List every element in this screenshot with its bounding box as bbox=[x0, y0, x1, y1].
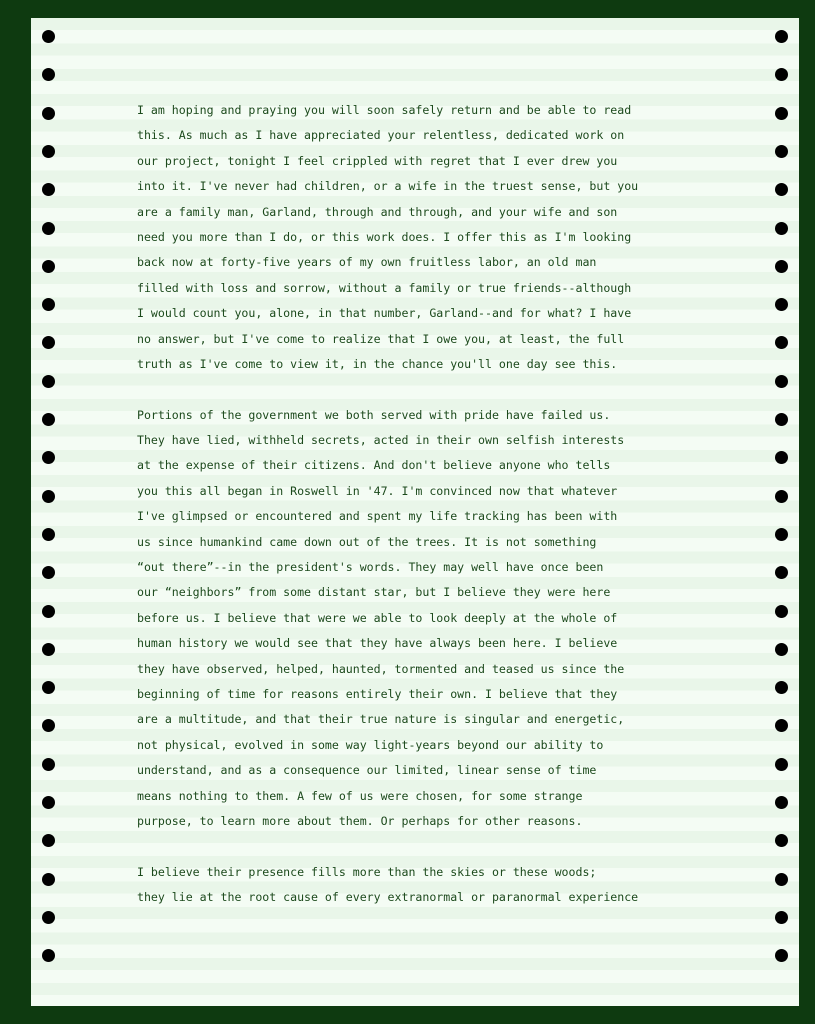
tractor-feed-hole bbox=[42, 758, 55, 771]
tractor-feed-hole bbox=[775, 107, 788, 120]
tractor-feed-hole bbox=[42, 949, 55, 962]
text-line: they have observed, helped, haunted, tormented and teased us since the bbox=[137, 661, 625, 676]
text-line: human history we would see that they have always been here. I believe bbox=[137, 636, 618, 651]
right-tractor-feed-strip bbox=[775, 18, 789, 1006]
tractor-feed-hole bbox=[775, 528, 788, 541]
tractor-feed-hole bbox=[42, 719, 55, 732]
tractor-feed-hole bbox=[42, 298, 55, 311]
tractor-feed-hole bbox=[775, 490, 788, 503]
tractor-feed-hole bbox=[775, 375, 788, 388]
tractor-feed-hole bbox=[42, 490, 55, 503]
text-line: not physical, evolved in some way light-years beyond our ability to bbox=[137, 737, 604, 752]
text-line: our “neighbors” from some distant star, but I believe they were here bbox=[137, 585, 611, 600]
tractor-feed-hole bbox=[775, 30, 788, 43]
text-line: us since humankind came down out of the trees. It is not something bbox=[137, 534, 597, 549]
text-line: means nothing to them. A few of us were chosen, for some strange bbox=[137, 788, 583, 803]
tractor-feed-hole bbox=[42, 413, 55, 426]
text-line: I would count you, alone, in that number, Garland--and for what? I have bbox=[137, 306, 632, 321]
tractor-feed-hole bbox=[42, 260, 55, 273]
text-line: our project, tonight I feel crippled with regret that I ever drew you bbox=[137, 153, 618, 168]
text-line: are a family man, Garland, through and through, and your wife and son bbox=[137, 204, 618, 219]
tractor-feed-hole bbox=[42, 605, 55, 618]
tractor-feed-hole bbox=[775, 681, 788, 694]
tractor-feed-hole bbox=[42, 681, 55, 694]
tractor-feed-hole bbox=[775, 834, 788, 847]
tractor-feed-hole bbox=[42, 834, 55, 847]
paragraph bbox=[137, 860, 737, 911]
tractor-feed-hole bbox=[775, 183, 788, 196]
text-line: at the expense of their citizens. And don't believe anyone who tells bbox=[137, 458, 611, 473]
tractor-feed-hole bbox=[775, 796, 788, 809]
text-line: no answer, but I've come to realize that I owe you, at least, the full bbox=[137, 331, 625, 346]
tractor-feed-hole bbox=[42, 873, 55, 886]
tractor-feed-hole bbox=[775, 605, 788, 618]
text-line: need you more than I do, or this work does. I offer this as I'm looking bbox=[137, 229, 632, 244]
tractor-feed-hole bbox=[775, 873, 788, 886]
tractor-feed-hole bbox=[775, 566, 788, 579]
paragraph bbox=[137, 403, 737, 835]
tractor-feed-hole bbox=[42, 222, 55, 235]
text-line: understand, and as a consequence our limited, linear sense of time bbox=[137, 763, 597, 778]
tractor-feed-hole bbox=[42, 451, 55, 464]
tractor-feed-hole bbox=[775, 949, 788, 962]
text-line: truth as I've come to view it, in the chance you'll one day see this. bbox=[137, 356, 618, 371]
tractor-feed-hole bbox=[42, 528, 55, 541]
tractor-feed-hole bbox=[775, 451, 788, 464]
text-line: I am hoping and praying you will soon safely return and be able to read bbox=[137, 103, 632, 117]
tractor-feed-hole bbox=[775, 413, 788, 426]
left-tractor-feed-strip bbox=[42, 18, 56, 1006]
tractor-feed-hole bbox=[775, 911, 788, 924]
tractor-feed-hole bbox=[42, 107, 55, 120]
printout-page bbox=[31, 18, 799, 1006]
tractor-feed-hole bbox=[775, 222, 788, 235]
paragraph bbox=[137, 98, 737, 377]
text-line: beginning of time for reasons entirely their own. I believe that they bbox=[137, 686, 618, 701]
tractor-feed-hole bbox=[42, 566, 55, 579]
tractor-feed-hole bbox=[42, 796, 55, 809]
text-line: They have lied, withheld secrets, acted in their own selfish interests bbox=[137, 433, 625, 448]
text-line: filled with loss and sorrow, without a family or true friends--although bbox=[137, 280, 632, 295]
text-line: you this all began in Roswell in '47. I'm convinced now that whatever bbox=[137, 483, 618, 498]
tractor-feed-hole bbox=[42, 145, 55, 158]
text-line: into it. I've never had children, or a wife in the truest sense, but you bbox=[137, 179, 639, 194]
tractor-feed-hole bbox=[775, 336, 788, 349]
text-line: I believe their presence fills more than the skies or these woods; bbox=[137, 864, 597, 879]
text-line: purpose, to learn more about them. Or perhaps for other reasons. bbox=[137, 813, 583, 828]
tractor-feed-hole bbox=[42, 68, 55, 81]
tractor-feed-hole bbox=[775, 719, 788, 732]
tractor-feed-hole bbox=[775, 643, 788, 656]
text-line: Portions of the government we both served with pride have failed us. bbox=[137, 407, 611, 422]
text-line: back now at forty-five years of my own fruitless labor, an old man bbox=[137, 255, 597, 270]
tractor-feed-hole bbox=[775, 298, 788, 311]
tractor-feed-hole bbox=[42, 375, 55, 388]
text-line: I've glimpsed or encountered and spent my life tracking has been with bbox=[137, 509, 618, 524]
text-line: this. As much as I have appreciated your relentless, dedicated work on bbox=[137, 128, 625, 143]
tractor-feed-hole bbox=[42, 911, 55, 924]
letter-body bbox=[137, 98, 737, 911]
tractor-feed-hole bbox=[775, 68, 788, 81]
text-line: “out there”--in the president's words. They may well have once been bbox=[137, 560, 604, 575]
tractor-feed-hole bbox=[775, 145, 788, 158]
text-line: they lie at the root cause of every extranormal or paranormal experience bbox=[137, 890, 639, 905]
text-line: are a multitude, and that their true nature is singular and energetic, bbox=[137, 712, 625, 727]
tractor-feed-hole bbox=[775, 260, 788, 273]
text-line: before us. I believe that were we able to look deeply at the whole of bbox=[137, 610, 618, 625]
tractor-feed-hole bbox=[42, 336, 55, 349]
tractor-feed-hole bbox=[42, 183, 55, 196]
tractor-feed-hole bbox=[775, 758, 788, 771]
tractor-feed-hole bbox=[42, 643, 55, 656]
tractor-feed-hole bbox=[42, 30, 55, 43]
